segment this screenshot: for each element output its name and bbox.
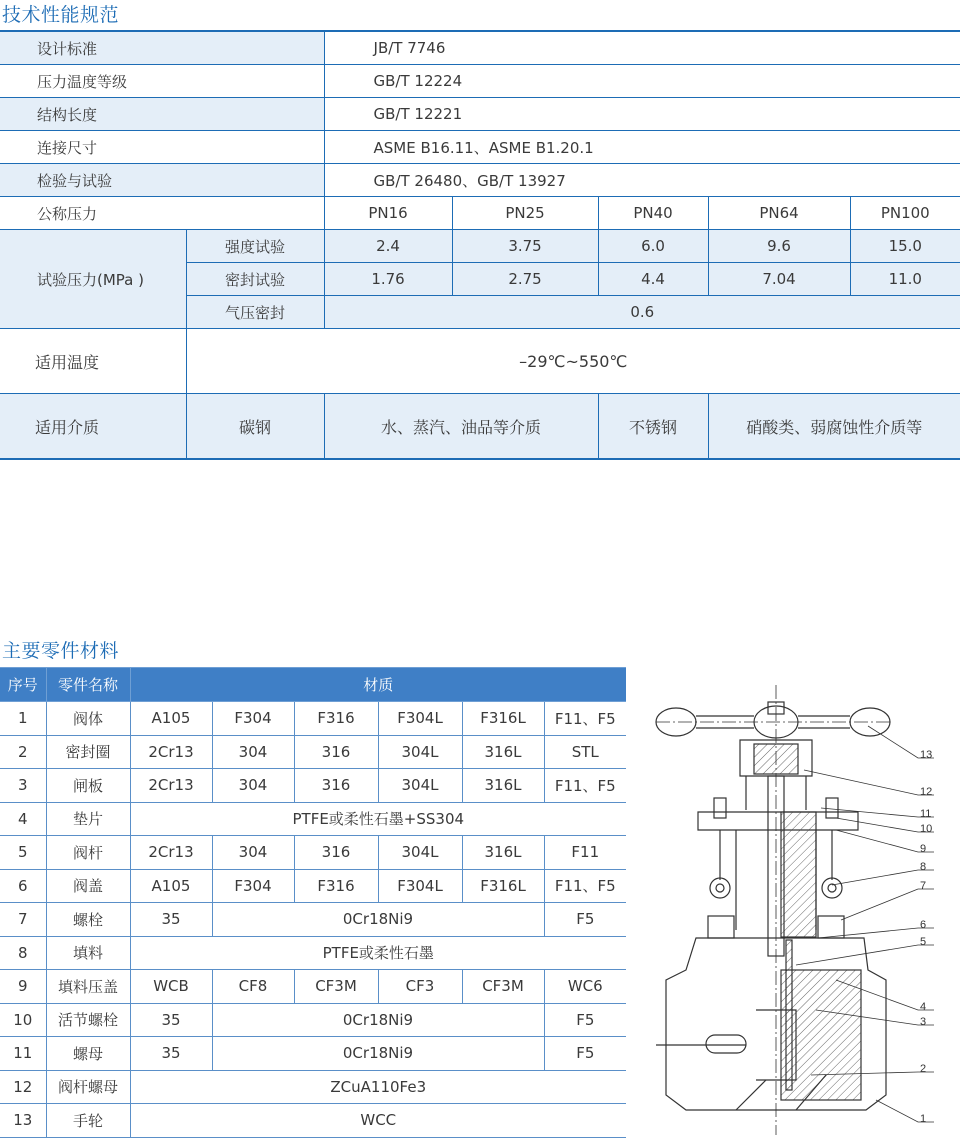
part-number: 10 (0, 1003, 46, 1037)
material-cell: 2Cr13 (130, 735, 212, 769)
part-name: 螺母 (46, 1037, 130, 1071)
material-cell: F5 (544, 903, 626, 937)
material-cell: F11 (544, 836, 626, 870)
part-name: 填料压盖 (46, 970, 130, 1004)
strength-value: 6.0 (598, 230, 708, 263)
nominal-value: PN100 (850, 197, 960, 230)
material-row (0, 1003, 626, 1037)
material-row (0, 869, 626, 903)
material-cell: 0Cr18Ni9 (212, 1037, 544, 1071)
part-name: 阀杆螺母 (46, 1070, 130, 1104)
spec-row-inspection (0, 164, 960, 197)
part-number: 6 (0, 869, 46, 903)
material-cell: 0Cr18Ni9 (212, 903, 544, 937)
part-label: 8 (920, 861, 927, 873)
material-cell: F316 (294, 869, 378, 903)
material-cell: F11、F5 (544, 702, 626, 736)
material-row (0, 735, 626, 769)
part-number: 13 (0, 1104, 46, 1138)
material-row (0, 903, 626, 937)
strength-label: 强度试验 (186, 230, 324, 263)
part-name: 手轮 (46, 1104, 130, 1138)
material-cell: 304 (212, 836, 294, 870)
part-number: 9 (0, 970, 46, 1004)
seal-value: 7.04 (708, 263, 850, 296)
material-row (0, 769, 626, 803)
material-row (0, 802, 626, 836)
spec-value: ASME B16.11、ASME B1.20.1 (324, 131, 960, 164)
spec-value: GB/T 12221 (324, 98, 960, 131)
strength-value: 15.0 (850, 230, 960, 263)
part-number: 1 (0, 702, 46, 736)
materials-section-title: 主要零件材料 (2, 640, 120, 662)
part-labels (920, 749, 932, 1125)
nominal-value: PN16 (324, 197, 452, 230)
material-row (0, 836, 626, 870)
seal-value: 4.4 (598, 263, 708, 296)
material-cell: F304 (212, 702, 294, 736)
spec-value: GB/T 26480、GB/T 13927 (324, 164, 960, 197)
part-label: 1 (920, 1113, 927, 1125)
spec-value: JB/T 7746 (324, 31, 960, 65)
materials-header-row (0, 668, 626, 702)
seal-value: 11.0 (850, 263, 960, 296)
part-label: 10 (920, 823, 933, 835)
seal-value: 1.76 (324, 263, 452, 296)
part-name: 闸板 (46, 769, 130, 803)
part-label: 2 (920, 1063, 927, 1075)
material-cell: 316L (462, 769, 544, 803)
spec-label: 设计标准 (0, 31, 324, 65)
medium-value: 水、蒸汽、油品等介质 (324, 394, 598, 460)
material-cell: F304L (378, 702, 462, 736)
spec-row-medium (0, 394, 960, 460)
part-label: 4 (920, 1001, 927, 1013)
material-cell: 316L (462, 735, 544, 769)
part-name: 垫片 (46, 802, 130, 836)
part-number: 11 (0, 1037, 46, 1071)
spec-section-title: 技术性能规范 (2, 4, 120, 26)
part-label: 12 (920, 786, 933, 798)
part-label: 5 (920, 936, 927, 948)
material-cell: 316 (294, 769, 378, 803)
part-number: 2 (0, 735, 46, 769)
material-cell: 316 (294, 836, 378, 870)
material-cell: 2Cr13 (130, 769, 212, 803)
valve-outline (656, 685, 891, 1135)
spec-label: 压力温度等级 (0, 65, 324, 98)
material-cell: STL (544, 735, 626, 769)
spec-label: 结构长度 (0, 98, 324, 131)
material-cell: 2Cr13 (130, 836, 212, 870)
spec-row-length (0, 98, 960, 131)
part-label: 9 (920, 843, 927, 855)
material-cell: 304 (212, 735, 294, 769)
material-cell: CF8 (212, 970, 294, 1004)
material-cell: PTFE或柔性石墨 (130, 936, 626, 970)
material-row (0, 702, 626, 736)
material-cell: F5 (544, 1037, 626, 1071)
medium-value: 碳钢 (186, 394, 324, 460)
material-cell: 0Cr18Ni9 (212, 1003, 544, 1037)
header-no: 序号 (0, 668, 46, 702)
part-name: 密封圈 (46, 735, 130, 769)
material-cell: CF3 (378, 970, 462, 1004)
part-number: 3 (0, 769, 46, 803)
material-cell: 35 (130, 1003, 212, 1037)
part-number: 7 (0, 903, 46, 937)
material-cell: 35 (130, 903, 212, 937)
test-pressure-label: 试验压力(MPa ) (0, 230, 186, 329)
header-material: 材质 (130, 668, 626, 702)
material-cell: F5 (544, 1003, 626, 1037)
material-cell: F304 (212, 869, 294, 903)
part-name: 螺栓 (46, 903, 130, 937)
strength-value: 2.4 (324, 230, 452, 263)
part-number: 4 (0, 802, 46, 836)
nominal-value: PN25 (452, 197, 598, 230)
spec-label: 检验与试验 (0, 164, 324, 197)
spec-row-pressure-temp (0, 65, 960, 98)
spec-label: 连接尺寸 (0, 131, 324, 164)
header-name: 零件名称 (46, 668, 130, 702)
material-row (0, 970, 626, 1004)
part-name: 填料 (46, 936, 130, 970)
material-cell: F11、F5 (544, 869, 626, 903)
part-number: 12 (0, 1070, 46, 1104)
materials-body (0, 702, 626, 1138)
spec-row-temp (0, 329, 960, 394)
material-cell: 304L (378, 836, 462, 870)
material-cell: CF3M (294, 970, 378, 1004)
seal-value: 2.75 (452, 263, 598, 296)
gate-valve-drawing (636, 680, 936, 1135)
material-cell: WCC (130, 1104, 626, 1138)
air-value: 0.6 (324, 296, 960, 329)
material-cell: 316 (294, 735, 378, 769)
strength-value: 3.75 (452, 230, 598, 263)
part-number: 5 (0, 836, 46, 870)
nominal-label: 公称压力 (0, 197, 324, 230)
material-row (0, 1037, 626, 1071)
material-cell: 304L (378, 735, 462, 769)
air-label: 气压密封 (186, 296, 324, 329)
part-name: 阀体 (46, 702, 130, 736)
part-label: 7 (920, 880, 927, 892)
material-cell: WC6 (544, 970, 626, 1004)
part-name: 阀杆 (46, 836, 130, 870)
material-cell: PTFE或柔性石墨+SS304 (130, 802, 626, 836)
medium-value: 硝酸类、弱腐蚀性介质等 (708, 394, 960, 460)
seal-label: 密封试验 (186, 263, 324, 296)
material-cell: F316L (462, 869, 544, 903)
material-cell: 35 (130, 1037, 212, 1071)
temp-label: 适用温度 (0, 329, 186, 394)
material-row (0, 936, 626, 970)
medium-value: 不锈钢 (598, 394, 708, 460)
material-row (0, 1070, 626, 1104)
spec-table (0, 30, 960, 460)
part-number: 8 (0, 936, 46, 970)
part-label: 11 (920, 808, 932, 820)
part-label: 3 (920, 1016, 927, 1028)
nominal-value: PN40 (598, 197, 708, 230)
strength-value: 9.6 (708, 230, 850, 263)
material-cell: F304L (378, 869, 462, 903)
nominal-value: PN64 (708, 197, 850, 230)
material-row (0, 1104, 626, 1138)
part-label: 6 (920, 919, 927, 931)
spec-row-strength (0, 230, 960, 263)
materials-table (0, 667, 626, 1138)
material-cell: WCB (130, 970, 212, 1004)
material-cell: A105 (130, 869, 212, 903)
spec-row-nominal (0, 197, 960, 230)
part-label: 13 (920, 749, 933, 761)
spec-value: GB/T 12224 (324, 65, 960, 98)
material-cell: F316 (294, 702, 378, 736)
spec-row-design (0, 31, 960, 65)
spec-row-connection (0, 131, 960, 164)
material-cell: CF3M (462, 970, 544, 1004)
part-name: 阀盖 (46, 869, 130, 903)
material-cell: F11、F5 (544, 769, 626, 803)
material-cell: F316L (462, 702, 544, 736)
material-cell: 304L (378, 769, 462, 803)
material-cell: A105 (130, 702, 212, 736)
part-name: 活节螺栓 (46, 1003, 130, 1037)
material-cell: ZCuA110Fe3 (130, 1070, 626, 1104)
material-cell: 316L (462, 836, 544, 870)
temp-value: –29℃~550℃ (186, 329, 960, 394)
material-cell: 304 (212, 769, 294, 803)
medium-label: 适用介质 (0, 394, 186, 460)
